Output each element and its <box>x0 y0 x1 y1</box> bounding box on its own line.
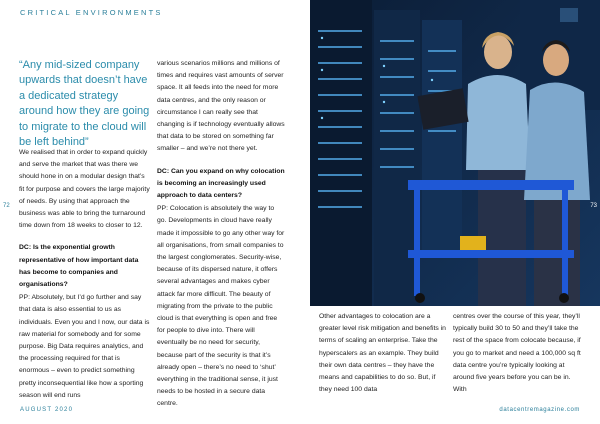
text-column-1 <box>19 147 150 402</box>
interview-question: DC: Can you expand on why colocation is becoming an increasingly used approach to data centers? <box>157 167 285 200</box>
paragraph: centres over the course of this year, they’ll typically build 30 to 50 and they’ll take the rest of the space from colocate because, if you go to market and need a 100,000 sq ft data centre you’re typically looking at around five years before you can be in. With <box>453 313 581 394</box>
paragraph: various scenarios millions and millions of times and requires vast amounts of server space. It all feeds into the need for more data centres, and the only reason or circumstance I can really see that changing is if technology eventually allows that data to be stored on something far smaller – and we’re not there yet. <box>157 60 285 153</box>
footer-issue-date: AUGUST 2020 <box>20 407 74 413</box>
paragraph: Other advantages to colocation are a greater level risk mitigation and benefits in terms of scaling an enterprise. Take the hyperscalers as an example. They build their own data centres – they have the means and capabilities to do so. But, if they need 100 data <box>319 313 446 394</box>
page-number-right: 73 <box>590 203 597 209</box>
data-center-photo <box>310 0 600 306</box>
section-title: CRITICAL ENVIRONMENTS <box>20 8 163 17</box>
footer-website: datacentremagazine.com <box>499 407 580 413</box>
text-column-3 <box>319 311 447 396</box>
photo-illustration <box>310 0 600 306</box>
pull-quote: “Any mid-sized company upwards that doesn’t have a dedicated strategy around how they are going to migrate to the cloud will be left behind” <box>19 59 150 149</box>
text-column-4 <box>453 311 585 396</box>
paragraph: We realised that in order to expand quickly and serve the market that was there we should hone in on a modular design that’s fit for purpose and covers the large majority of needs. By using that approach the business was able to bring the turnaround time down from 18 weeks to closer to 12. <box>19 149 150 230</box>
text-column-2 <box>157 58 285 411</box>
page-number-left: 72 <box>3 203 10 209</box>
paragraph: PP: Colocation is absolutely the way to go. Developments in cloud have really made it impossible to go any other way for all organisations, from small companies to the largest conglomerates. Security-wise, because of its dispersed nature, it offers several advantages and makes cyber attack far more difficult. The beauty of migrating from the private to the public cloud is that everything is open and free for people to dive into. There will eventually be no need for security, because part of the security is that it’s already open – there’s no need to ‘shut’ everything in the traditional sense, it just needs to be hosted in a secure data centre. <box>157 205 285 408</box>
paragraph: PP: Absolutely, but I’d go further and say that data is also essential to us as individuals. Even you and I now, our data is raw material for somebody and for some purpose. Big Data requires analytics, and the processing required for that is enormous – even to predict something pretty inconsequential like how a sporting season will end runs <box>19 294 150 399</box>
interview-question: DC: Is the exponential growth representative of how important data has become to companies and organisations? <box>19 244 139 289</box>
